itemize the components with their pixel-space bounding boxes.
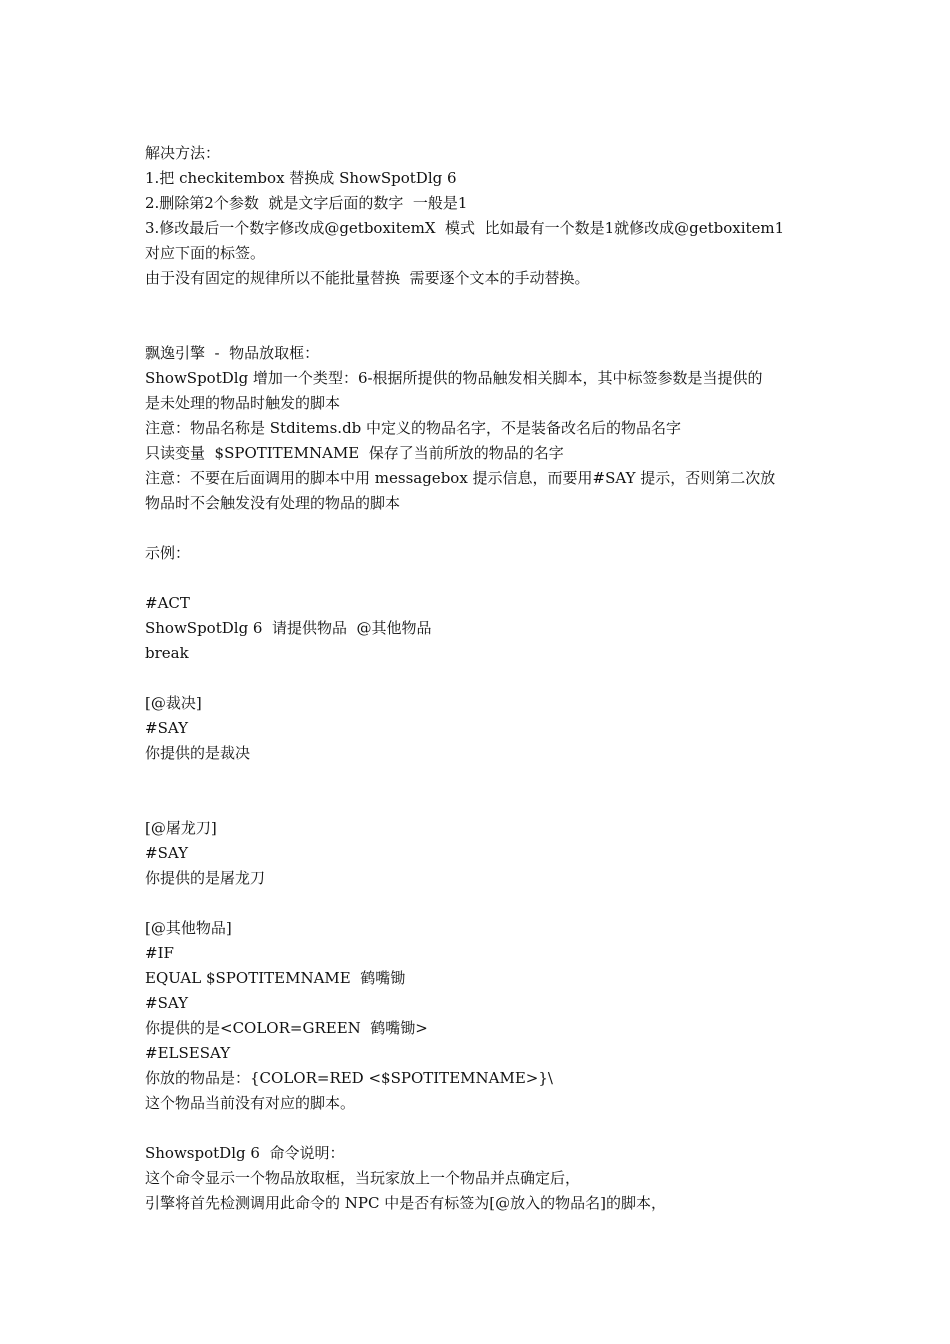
code-line: 你提供的是<COLOR=GREEN 鹤嘴锄> xyxy=(145,1019,428,1037)
spacer xyxy=(145,291,815,341)
code-line: #SAY xyxy=(145,844,188,862)
feature-line-3: 注意：物品名称是 Stditems.db 中定义的物品名字，不是装备改名后的物品名字 xyxy=(145,419,682,437)
solution-heading: 解决方法： xyxy=(145,144,221,162)
document-body xyxy=(145,141,815,1216)
solution-step-2: 2.删除第2个参数 就是文字后面的数字 一般是1 xyxy=(145,194,468,212)
code-line: [@屠龙刀] xyxy=(145,819,217,837)
code-line: 你提供的是裁决 xyxy=(145,744,251,762)
feature-line-4: 只读变量 $SPOTITEMNAME 保存了当前所放的物品的名字 xyxy=(145,444,564,462)
example-heading: 示例： xyxy=(145,544,191,562)
solution-step-1: 1.把 checkitembox 替换成 ShowSpotDlg 6 xyxy=(145,169,457,187)
command-line-2: 引擎将首先检测调用此命令的 NPC 中是否有标签为[@放入的物品名]的脚本， xyxy=(145,1194,666,1212)
code-line: #ACT xyxy=(145,594,190,612)
feature-line-5: 注意：不要在后面调用的脚本中用 messagebox 提示信息，而要用#SAY 提示，否则第二次放 xyxy=(145,469,776,487)
solution-step-3-cont: 对应下面的标签。 xyxy=(145,244,266,262)
feature-line-6: 物品时不会触发没有处理的物品的脚本 xyxy=(145,494,401,512)
feature-line-2: 是未处理的物品时触发的脚本 xyxy=(145,394,341,412)
command-line-1: 这个命令显示一个物品放取框，当玩家放上一个物品并点确定后， xyxy=(145,1169,581,1187)
solution-step-3: 3.修改最后一个数字修改成@getboxitemX 模式 比如最有一个数是1就修改成@getboxitem1 xyxy=(145,219,785,237)
feature-line-1: ShowSpotDlg 增加一个类型：6-根据所提供的物品触发相关脚本，其中标签参数是当提供的 xyxy=(145,369,763,387)
code-line: [@其他物品] xyxy=(145,919,232,937)
solution-note: 由于没有固定的规律所以不能批量替换 需要逐个文本的手动替换。 xyxy=(145,269,590,287)
code-line: 这个物品当前没有对应的脚本。 xyxy=(145,1094,356,1112)
spacer xyxy=(145,566,815,591)
spacer xyxy=(145,516,815,541)
spacer xyxy=(145,666,815,691)
command-heading: ShowspotDlg 6 命令说明： xyxy=(145,1144,345,1162)
code-line: 你放的物品是：{COLOR=RED <$SPOTITEMNAME>}\ xyxy=(145,1069,553,1087)
code-line: [@裁决] xyxy=(145,694,202,712)
feature-heading: 飘逸引擎 - 物品放取框： xyxy=(145,344,320,362)
spacer xyxy=(145,766,815,816)
code-line: ShowSpotDlg 6 请提供物品 @其他物品 xyxy=(145,619,432,637)
code-line: #SAY xyxy=(145,994,188,1012)
spacer xyxy=(145,891,815,916)
code-line: break xyxy=(145,644,189,662)
code-line: #IF xyxy=(145,944,174,962)
code-line: #ELSESAY xyxy=(145,1044,231,1062)
code-line: #SAY xyxy=(145,719,188,737)
code-line: 你提供的是屠龙刀 xyxy=(145,869,266,887)
spacer xyxy=(145,1116,815,1141)
code-line: EQUAL $SPOTITEMNAME 鹤嘴锄 xyxy=(145,969,406,987)
